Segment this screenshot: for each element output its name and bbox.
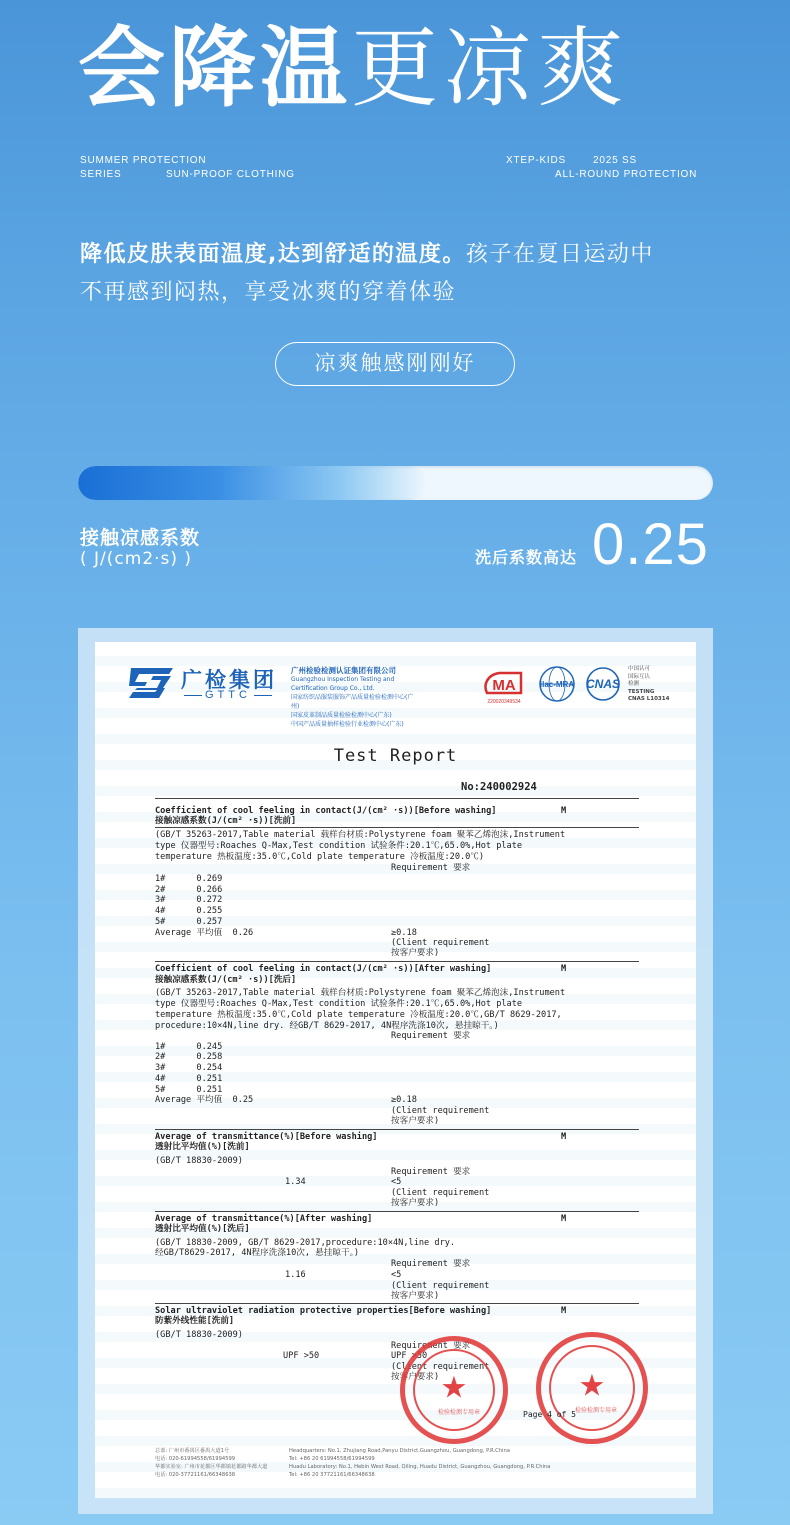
s5-m: M — [561, 1306, 567, 1316]
s5-heading-cn: 防紫外线性能[洗前] — [155, 1316, 235, 1326]
cool-touch-pill: 凉爽触感刚刚好 — [275, 342, 515, 386]
s2-client-req-cn: 按客户要求) — [391, 1116, 440, 1126]
s2-requirement: Requirement 要求 — [391, 1031, 471, 1041]
footer-l3: 华都实验室: 广州市花都区华都镇花都路华都大道 — [155, 1464, 268, 1470]
footer-right — [289, 1447, 550, 1479]
s1-requirement: Requirement 要求 — [391, 863, 471, 873]
inst-main: 广州检验检测认证集团有限公司 — [291, 666, 396, 675]
coef-label: 接触凉感系数 — [80, 527, 201, 549]
s4-client-req: (Client requirement — [391, 1281, 490, 1291]
footer-r4: Tel: +86 20 37721161/66348638 — [289, 1472, 375, 1478]
tag-summer-protection: SUMMER PROTECTION — [80, 155, 207, 166]
inst-en: Guangzhou Inspection Testing and Certification Group Co., Ltd. — [291, 676, 395, 692]
cnas-mark-icon — [581, 666, 625, 702]
stamp-text-left: 检验检测专用章 — [438, 1409, 481, 1416]
s2-val-3: 3# 0.254 — [155, 1063, 223, 1073]
s5-heading-en: Solar ultraviolet radiation protective properties[Before washing] — [155, 1306, 492, 1316]
s2-val-2: 2# 0.258 — [155, 1052, 223, 1062]
s4-std-1: (GB/T 18830-2009, GB/T 8629-2017,procedure:10×4N,line dry. — [155, 1238, 456, 1248]
inst-line-4: 国家皮革制品质量检验检测中心(广东) — [291, 712, 392, 719]
s2-std-1: (GB/T 35263-2017,Table material 载样台材质:Polystyrene foam 聚苯乙烯泡沫,Instrument — [155, 988, 566, 998]
intro-bold: 降低皮肤表面温度,达到舒适的温度。 — [80, 242, 466, 267]
s2-val-5: 5# 0.251 — [155, 1085, 223, 1095]
logo-english-name: GTTC — [181, 689, 275, 701]
s2-val-1: 1# 0.245 — [155, 1042, 223, 1052]
s2-std-4: procedure:10×4N,line dry. 经GB/T 8629-2017, 4N程序洗涤10次, 悬挂晾干。) — [155, 1021, 499, 1031]
s2-client-req: (Client requirement — [391, 1106, 490, 1116]
institution-names — [291, 666, 421, 729]
cnas-text: CNAS — [585, 677, 621, 691]
inst-line-5: 中国产品质量抽样检验行业检测中心(广东) — [291, 721, 404, 728]
cnas-line-4: TESTING — [628, 688, 655, 695]
s1-std-1: (GB/T 35263-2017,Table material 载样台材质:Polystyrene foam 聚苯乙烯泡沫,Instrument — [155, 830, 566, 840]
s1-client-req: (Client requirement — [391, 938, 490, 948]
tag-all-round: ALL-ROUND PROTECTION — [555, 169, 698, 180]
inst-line-3: 国家纺织品服装服饰产品质量检验检测中心(广州) — [291, 694, 414, 710]
stamp-star-icon: ★ — [440, 1370, 468, 1406]
footer-r2: Tel: +86 20 61994558/61994599 — [289, 1456, 375, 1462]
s1-val-4: 4# 0.255 — [155, 906, 223, 916]
s4-client-req-cn: 按客户要求) — [391, 1291, 440, 1301]
s3-heading-cn: 透射比平均值(%)[洗前] — [155, 1142, 250, 1152]
cnas-line-2: 国际互认 — [628, 673, 651, 680]
s1-val-5: 5# 0.257 — [155, 917, 223, 927]
footer-l1: 总部: 广州市番禺区番禺大道1号 — [155, 1448, 230, 1454]
s3-m: M — [561, 1132, 567, 1142]
ilac-text: ilac-MRA — [539, 680, 575, 689]
s5-client-req: (Client requirement — [391, 1362, 490, 1372]
s1-std-2: type 仪器型号:Roaches Q-Max,Test condition 试验条件:20.1℃,65.0%,Hot plate — [155, 841, 523, 851]
coef-unit: ( J/(cm2·s) ) — [80, 549, 193, 569]
s4-value: 1.16 — [285, 1270, 306, 1280]
s5-req-value: UPF >50 — [391, 1351, 428, 1361]
cnas-line-1: 中国认可 — [628, 666, 651, 672]
s2-average: Average 平均值 0.25 — [155, 1095, 254, 1105]
intro-rest-1: 孩子在夏日运动中 — [465, 242, 654, 267]
ma-number: 220020349534 — [487, 699, 521, 705]
s1-client-req-cn: 按客户要求) — [391, 948, 440, 958]
stamp-text-right: 检验检测专用章 — [575, 1407, 618, 1414]
s5-client-req-cn: 按客户要求) — [391, 1372, 440, 1382]
s2-heading-cn: 接触凉感系数(J/(cm² ·s))[洗后] — [155, 975, 297, 985]
s1-val-3: 3# 0.272 — [155, 895, 223, 905]
cooling-bar — [78, 466, 713, 500]
ma-text: MA — [492, 677, 516, 694]
s4-m: M — [561, 1214, 567, 1224]
headline — [78, 18, 630, 118]
s1-std-3: temperature 热板温度:35.0℃,Cold plate temperature 冷板温度:20.0℃) — [155, 852, 485, 862]
s3-client-req: (Client requirement — [391, 1188, 490, 1198]
s4-req-value: <5 — [391, 1270, 402, 1280]
s2-req-value: ≥0.18 — [391, 1095, 417, 1105]
s3-client-req-cn: 按客户要求) — [391, 1198, 440, 1208]
s2-std-2: type 仪器型号:Roaches Q-Max,Test condition 试验条件:20.1℃,65.0%,Hot plate — [155, 999, 523, 1009]
tag-xtep-kids: XTEP-KIDS — [506, 155, 566, 166]
s4-heading-en: Average of transmittance(%)[After washing] — [155, 1214, 373, 1224]
divider — [155, 1303, 639, 1304]
headline-bold: 会降温 — [78, 17, 351, 119]
footer-l4: 电话: 020-37721161/66348638 — [155, 1472, 236, 1478]
s2-m: M — [561, 964, 567, 974]
s3-requirement: Requirement 要求 — [391, 1167, 471, 1177]
s3-heading-en: Average of transmittance(%)[Before washing] — [155, 1132, 378, 1142]
report-title: Test Report — [333, 746, 458, 766]
s1-val-2: 2# 0.266 — [155, 885, 223, 895]
inspection-stamp-right — [536, 1332, 648, 1444]
s3-value: 1.34 — [285, 1177, 306, 1187]
tag-sun-proof: SUN-PROOF CLOTHING — [166, 169, 295, 180]
test-report — [95, 642, 696, 1498]
s4-heading-cn: 透射比平均值(%)[洗后] — [155, 1224, 250, 1234]
s5-value: UPF >50 — [283, 1351, 320, 1361]
s2-std-3: temperature 热板温度:35.0℃,Cold plate temperature 冷板温度:20.0℃,GB/T 8629-2017, — [155, 1010, 562, 1020]
footer-left — [155, 1447, 267, 1479]
cma-mark-icon — [481, 667, 527, 707]
divider — [155, 798, 639, 799]
cnas-line-5: CNAS L10314 — [628, 696, 670, 702]
tag-season: 2025 SS — [593, 155, 637, 166]
footer-l2: 电话: 020-61994558/61994599 — [155, 1456, 236, 1462]
intro-text — [80, 236, 740, 312]
tag-series: SERIES — [80, 169, 122, 180]
report-number: No:240002924 — [461, 781, 537, 793]
s1-m: M — [561, 806, 567, 816]
s2-val-4: 4# 0.251 — [155, 1074, 223, 1084]
s5-std: (GB/T 18830-2009) — [155, 1330, 243, 1340]
intro-rest-2: 不再感到闷热，享受冰爽的穿着体验 — [80, 280, 457, 305]
divider — [155, 1129, 639, 1130]
page-number: Page 4 of 5 — [523, 1410, 576, 1419]
s3-std: (GB/T 18830-2009) — [155, 1156, 243, 1166]
footer-r3: Huadu Laboratory: No.1, Hebin West Road, Qiling, Huadu District, Guangzhou, Guangdong, P.R.China — [289, 1464, 551, 1470]
headline-light: 更凉爽 — [351, 17, 630, 119]
s1-heading-en: Coefficient of cool feeling in contact(J/(cm² ·s))[Before washing] — [155, 806, 497, 816]
gttc-logo-icon — [125, 668, 173, 698]
divider — [155, 827, 639, 828]
logo-chinese-name: 广检集团 — [181, 668, 277, 692]
coef-after-wash-label: 洗后系数高达 — [475, 548, 578, 567]
s3-req-value: <5 — [391, 1177, 402, 1187]
stamp-star-icon: ★ — [578, 1368, 606, 1404]
s1-average: Average 平均值 0.26 — [155, 928, 254, 938]
cnas-line-3: 检测 — [628, 681, 640, 687]
footer-r1: Headquarters: No.1, Zhujiang Road,Panyu District,Guangzhou, Guangdong, P.R.China — [289, 1448, 510, 1454]
cooling-bar-fill — [78, 466, 427, 500]
cnas-description — [628, 666, 669, 704]
coef-value: 0.25 — [592, 512, 709, 577]
inspection-stamp-left — [400, 1336, 508, 1444]
s1-req-value: ≥0.18 — [391, 928, 417, 938]
s2-heading-en: Coefficient of cool feeling in contact(J/(cm² ·s))[After washing] — [155, 964, 492, 974]
divider — [155, 961, 639, 962]
divider — [155, 1211, 639, 1212]
s4-std-2: 经GB/T8629-2017, 4N程序洗涤10次, 悬挂晾干。) — [155, 1248, 360, 1258]
ilac-mra-icon — [538, 665, 576, 703]
s1-val-1: 1# 0.269 — [155, 874, 223, 884]
s5-requirement: Requirement 要求 — [391, 1341, 471, 1351]
s1-heading-cn: 接触凉感系数(J/(cm² ·s))[洗前] — [155, 816, 297, 826]
s4-requirement: Requirement 要求 — [391, 1259, 471, 1269]
